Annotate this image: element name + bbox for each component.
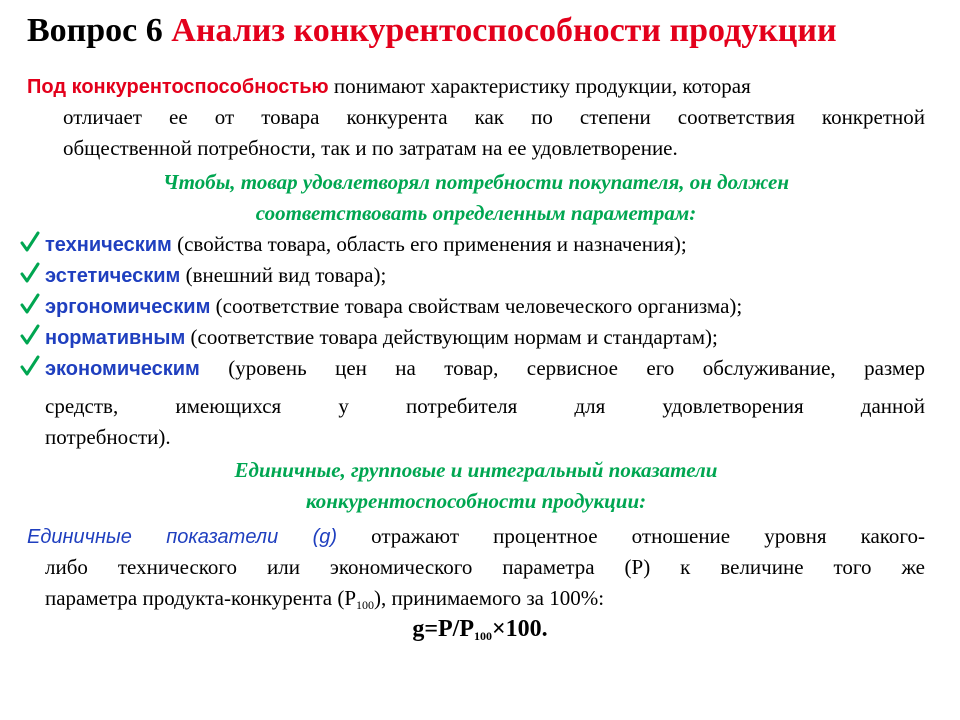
checkmark-icon — [20, 230, 40, 254]
unit-indicators-line3-pre: параметра продукта-конкурента (Р — [45, 586, 357, 610]
parameter-desc: (соответствие товара действующим нормам и стандартам); — [190, 325, 718, 349]
parameter-desc: (свойства товара, область его применения и назначения); — [177, 232, 687, 256]
parameter-term: эстетическим — [45, 265, 181, 287]
formula-sub: 100 — [473, 629, 492, 643]
indicators-heading-line-1: Единичные, групповые и интегральный показатели — [234, 458, 718, 482]
parameter-term: нормативным — [45, 327, 186, 349]
page-title — [27, 12, 837, 50]
formula-pre: g=P/P — [412, 616, 474, 642]
unit-indicators-line3-sub: 100 — [356, 598, 375, 612]
unit-indicators-term: Единичные показатели (g) — [27, 526, 338, 548]
requirement-heading-line-1: Чтобы, товар удовлетворял потребности покупателя, он должен — [162, 170, 790, 194]
unit-indicators-line-1 — [27, 521, 925, 553]
parameter-term: экономическим — [45, 358, 200, 380]
parameter-desc: (уровень цен на товар, сервисное его обслуживание, размер — [228, 356, 925, 380]
parameter-term: техническим — [45, 234, 172, 256]
parameter-desc-cont2: потребности). — [45, 425, 171, 449]
formula-post: ×100. — [491, 616, 548, 642]
parameter-term: эргономическим — [45, 296, 211, 318]
requirement-heading-line-2: соответствовать определенным параметрам: — [255, 201, 697, 225]
definition-line1-rest: понимают характеристику продукции, которая — [333, 74, 751, 98]
unit-indicators-line-2: либо технического или экономического параметра (Р) к величине того же — [45, 555, 925, 579]
parameter-desc: (соответствие товара свойствам человеческого организма); — [215, 294, 743, 318]
unit-indicators-line3-post: ), принимаемого за 100%: — [374, 586, 605, 610]
checkmark-icon — [20, 292, 40, 316]
definition-term: Под конкурентоспособностью — [27, 76, 329, 98]
definition-line-2: отличает ее от товара конкурента как по степени соответствия конкретной — [63, 105, 925, 129]
unit-indicators-line1-rest: отражают процентное отношение уровня какого- — [371, 524, 926, 548]
checkmark-icon — [20, 261, 40, 285]
definition-line-3: общественной потребности, так и по затратам на ее удовлетворение. — [63, 136, 678, 160]
title-topic: Анализ конкурентоспособности продукции — [171, 12, 837, 49]
parameter-desc-cont: средств, имеющихся у потребителя для удовлетворения данной — [45, 394, 925, 418]
parameter-desc: (внешний вид товара); — [185, 263, 387, 287]
checkmark-icon — [20, 354, 40, 378]
formula — [0, 616, 960, 644]
checkmark-icon — [20, 323, 40, 347]
definition-line-1 — [27, 71, 925, 103]
indicators-heading-line-2: конкурентоспособности продукции: — [305, 489, 647, 513]
title-number: Вопрос 6 — [27, 12, 163, 49]
